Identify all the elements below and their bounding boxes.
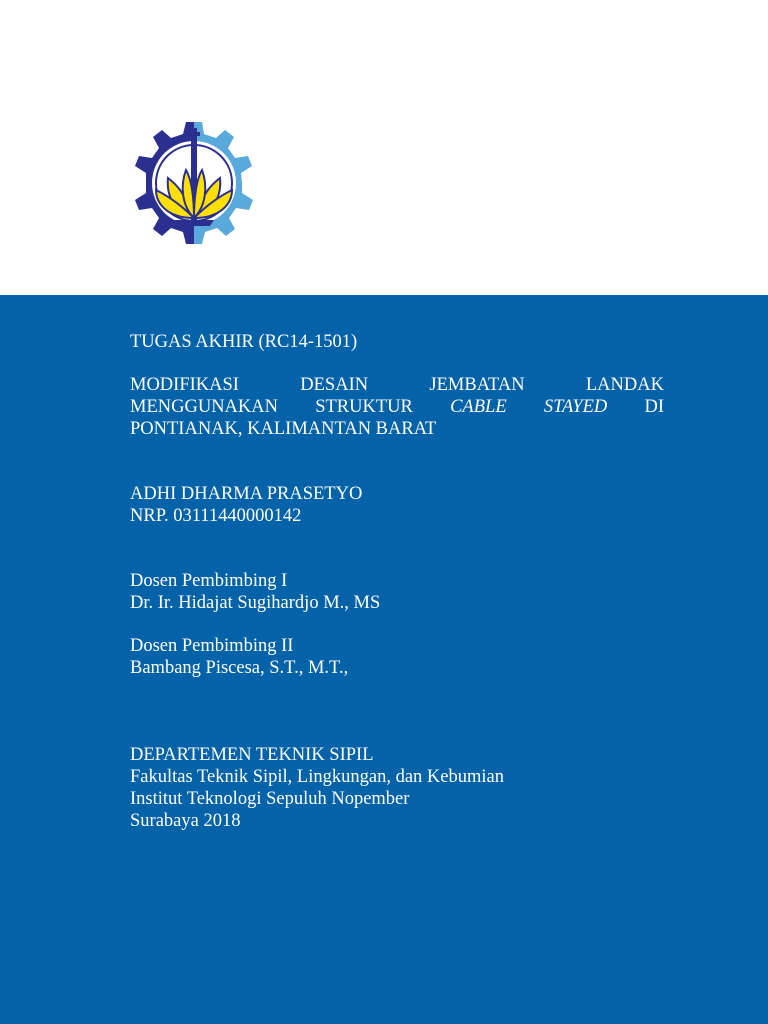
department: DEPARTEMEN TEKNIK SIPIL <box>130 745 374 765</box>
cover-header <box>0 0 768 295</box>
supervisor-1-name: Dr. Ir. Hidajat Sugihardjo M., MS <box>130 593 381 613</box>
supervisor-2-block <box>130 635 664 679</box>
title-word-italic: CABLE <box>450 397 507 417</box>
title-word: DESAIN <box>300 375 369 395</box>
university: Institut Teknologi Sepuluh Nopember <box>130 789 410 809</box>
title-word: DI <box>644 397 664 417</box>
supervisor-1-label: Dosen Pembimbing I <box>130 571 288 591</box>
title-word: LANDAK <box>585 375 664 395</box>
author-block <box>130 483 664 527</box>
title-line-1 <box>130 374 664 396</box>
supervisor-1-block <box>130 570 664 614</box>
title-word-italic: STAYED <box>543 397 608 417</box>
title-word: JEMBATAN <box>429 375 525 395</box>
supervisor-2-name: Bambang Piscesa, S.T., M.T., <box>130 658 349 678</box>
thesis-label-block <box>130 331 664 353</box>
city-year: Surabaya 2018 <box>130 811 241 831</box>
title-word: MODIFIKASI <box>130 375 239 395</box>
thesis-title <box>130 374 664 440</box>
institution-block <box>130 744 664 832</box>
cover-body <box>0 295 768 1024</box>
author-nrp: NRP. 03111440000142 <box>130 506 302 526</box>
author-name: ADHI DHARMA PRASETYO <box>130 484 363 504</box>
title-word: MENGGUNAKAN <box>130 397 278 417</box>
faculty: Fakultas Teknik Sipil, Lingkungan, dan Kebumian <box>130 767 504 787</box>
its-emblem-icon <box>128 120 260 246</box>
supervisor-2-label: Dosen Pembimbing II <box>130 636 294 656</box>
title-line-3: PONTIANAK, KALIMANTAN BARAT <box>130 419 437 439</box>
title-line-2 <box>130 396 664 418</box>
thesis-label: TUGAS AKHIR (RC14-1501) <box>130 332 358 352</box>
title-word: STRUKTUR <box>315 397 413 417</box>
